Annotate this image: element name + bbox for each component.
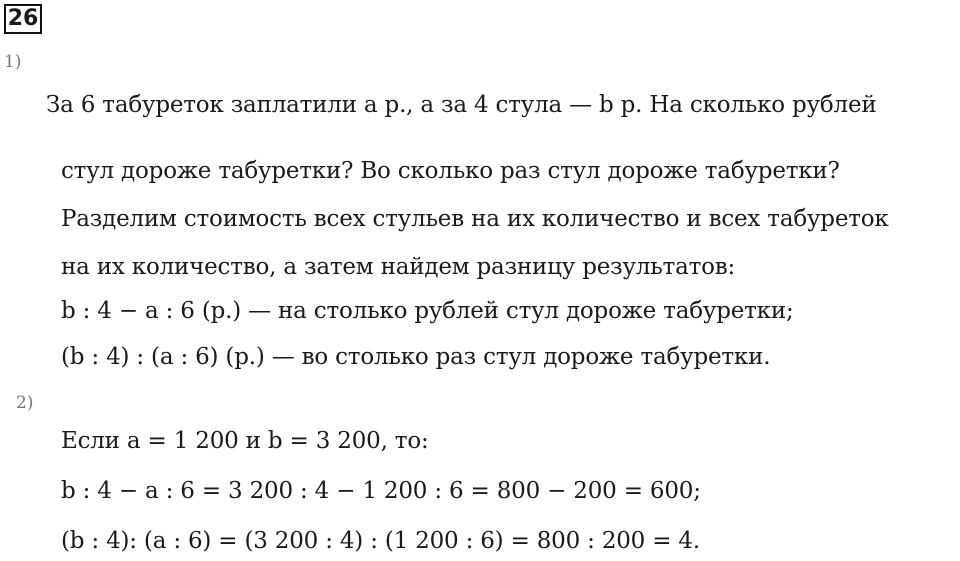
part-2-condition: Если a = 1 200 и b = 3 200, то: [61, 428, 429, 454]
part-1-formula-ratio: (b : 4) : (a : 6) (р.) — во столько раз стул дороже табуретки. [61, 344, 771, 370]
part-1-text-line-4: на их количество, а затем найдем разницу результатов: [61, 254, 736, 280]
problem-number: 26 [4, 4, 42, 34]
part-1-text-line-1: За 6 табуреток заплатили a р., а за 4 стула — b р. На сколько рублей [46, 92, 877, 118]
part-2-difference-calculation: b : 4 − a : 6 = 3 200 : 4 − 1 200 : 6 = 800 − 200 = 600; [61, 478, 701, 504]
part-1-label: 1) [4, 52, 22, 72]
part-1-text-line-3: Разделим стоимость всех стульев на их количество и всех табуреток [61, 206, 889, 232]
part-1-text-line-2: стул дороже табуретки? Во сколько раз стул дороже табуретки? [61, 158, 840, 184]
part-1-formula-difference: b : 4 − a : 6 (р.) — на столько рублей стул дороже табуретки; [61, 298, 794, 324]
part-2-ratio-calculation: (b : 4): (a : 6) = (3 200 : 4) : (1 200 : 6) = 800 : 200 = 4. [61, 528, 700, 554]
part-2-label: 2) [16, 393, 34, 413]
